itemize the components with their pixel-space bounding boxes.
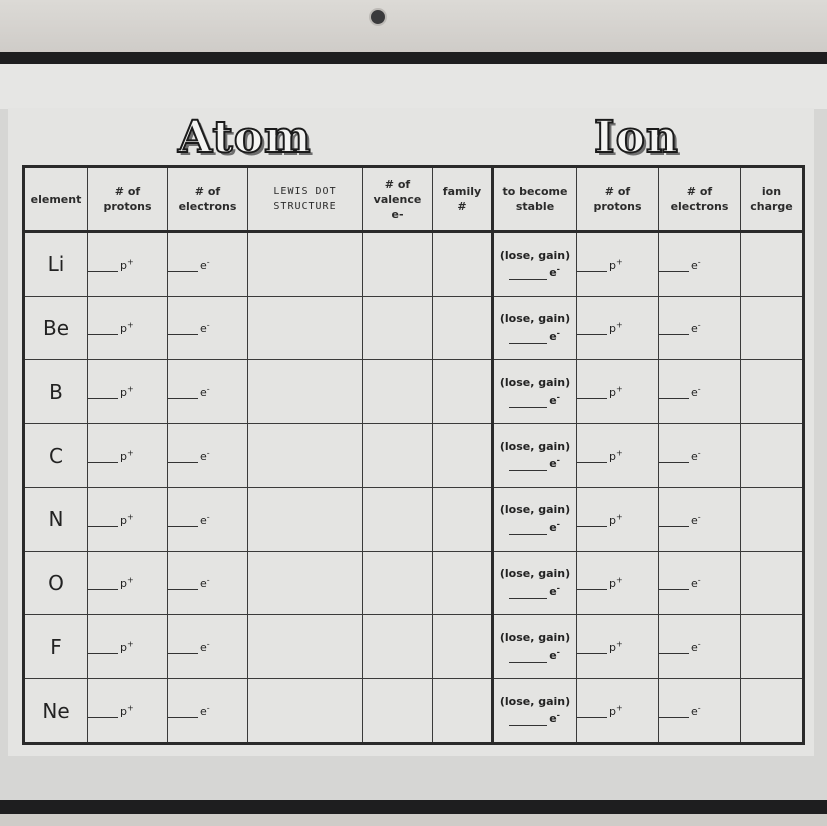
electrons-blank[interactable]: e- [168, 487, 248, 551]
ion-protons-blank[interactable]: p+ [577, 232, 659, 297]
col-lewis-dot: LEWIS DOT STRUCTURE [248, 167, 363, 232]
table-row [24, 360, 804, 424]
ion-heading: Ion [594, 112, 679, 163]
ion-protons-blank[interactable]: p+ [577, 296, 659, 360]
stable-cell[interactable]: (lose, gain) e- [493, 232, 577, 297]
lewis-dot-cell[interactable] [248, 615, 363, 679]
family-cell[interactable] [433, 487, 493, 551]
family-cell[interactable] [433, 615, 493, 679]
valence-cell[interactable] [363, 360, 433, 424]
table-row [24, 424, 804, 488]
family-cell[interactable] [433, 232, 493, 297]
col-family: family # [433, 167, 493, 232]
col-to-become-stable: to become stable [493, 167, 577, 232]
valence-cell[interactable] [363, 679, 433, 744]
table-row [24, 232, 804, 297]
ion-electrons-blank[interactable]: e- [659, 424, 741, 488]
col-protons: # of protons [88, 167, 168, 232]
stable-cell[interactable]: (lose, gain) e- [493, 679, 577, 744]
element-symbol: C [24, 424, 88, 488]
webcam-icon [371, 10, 385, 24]
lewis-dot-cell[interactable] [248, 551, 363, 615]
valence-cell[interactable] [363, 296, 433, 360]
electrons-blank[interactable]: e- [168, 296, 248, 360]
ion-electrons-blank[interactable]: e- [659, 679, 741, 744]
lewis-dot-cell[interactable] [248, 679, 363, 744]
table-row [24, 615, 804, 679]
header-row [24, 167, 804, 232]
element-symbol: Be [24, 296, 88, 360]
element-symbol: B [24, 360, 88, 424]
protons-blank[interactable]: p+ [88, 679, 168, 744]
col-electrons: # of electrons [168, 167, 248, 232]
worksheet-table [22, 165, 805, 745]
electrons-blank[interactable]: e- [168, 551, 248, 615]
stable-cell[interactable]: (lose, gain) e- [493, 615, 577, 679]
screen-header-strip [0, 64, 827, 109]
ion-protons-blank[interactable]: p+ [577, 487, 659, 551]
element-symbol: Li [24, 232, 88, 297]
electrons-blank[interactable]: e- [168, 360, 248, 424]
stable-cell[interactable]: (lose, gain) e- [493, 424, 577, 488]
family-cell[interactable] [433, 296, 493, 360]
ion-protons-blank[interactable]: p+ [577, 360, 659, 424]
element-symbol: N [24, 487, 88, 551]
electrons-blank[interactable]: e- [168, 615, 248, 679]
ion-protons-blank[interactable]: p+ [577, 679, 659, 744]
protons-blank[interactable]: p+ [88, 232, 168, 297]
lewis-dot-cell[interactable] [248, 424, 363, 488]
ion-charge-cell[interactable] [741, 424, 804, 488]
lewis-dot-cell[interactable] [248, 296, 363, 360]
lewis-dot-cell[interactable] [248, 487, 363, 551]
table-row [24, 679, 804, 744]
valence-cell[interactable] [363, 487, 433, 551]
monitor-bottom-bezel [0, 814, 827, 826]
stable-cell[interactable]: (lose, gain) e- [493, 551, 577, 615]
electrons-blank[interactable]: e- [168, 232, 248, 297]
ion-charge-cell[interactable] [741, 360, 804, 424]
family-cell[interactable] [433, 360, 493, 424]
valence-cell[interactable] [363, 232, 433, 297]
stable-cell[interactable]: (lose, gain) e- [493, 296, 577, 360]
stable-cell[interactable]: (lose, gain) e- [493, 487, 577, 551]
protons-blank[interactable]: p+ [88, 615, 168, 679]
monitor-top-bezel [0, 0, 827, 52]
atom-heading: Atom [178, 112, 312, 163]
electrons-blank[interactable]: e- [168, 424, 248, 488]
protons-blank[interactable]: p+ [88, 360, 168, 424]
family-cell[interactable] [433, 424, 493, 488]
table-row [24, 551, 804, 615]
col-ion-protons: # of protons [577, 167, 659, 232]
lewis-dot-cell[interactable] [248, 360, 363, 424]
col-element: element [24, 167, 88, 232]
col-ion-charge: ion charge [741, 167, 804, 232]
electrons-blank[interactable]: e- [168, 679, 248, 744]
ion-electrons-blank[interactable]: e- [659, 551, 741, 615]
ion-protons-blank[interactable]: p+ [577, 615, 659, 679]
ion-protons-blank[interactable]: p+ [577, 551, 659, 615]
stable-cell[interactable]: (lose, gain) e- [493, 360, 577, 424]
ion-electrons-blank[interactable]: e- [659, 360, 741, 424]
ion-electrons-blank[interactable]: e- [659, 487, 741, 551]
table-row [24, 487, 804, 551]
element-symbol: Ne [24, 679, 88, 744]
valence-cell[interactable] [363, 615, 433, 679]
table-row [24, 296, 804, 360]
family-cell[interactable] [433, 551, 493, 615]
ion-protons-blank[interactable]: p+ [577, 424, 659, 488]
ion-charge-cell[interactable] [741, 615, 804, 679]
ion-electrons-blank[interactable]: e- [659, 296, 741, 360]
protons-blank[interactable]: p+ [88, 551, 168, 615]
col-valence: # of valence e- [363, 167, 433, 232]
ion-charge-cell[interactable] [741, 487, 804, 551]
ion-charge-cell[interactable] [741, 232, 804, 297]
col-ion-electrons: # of electrons [659, 167, 741, 232]
ion-electrons-blank[interactable]: e- [659, 232, 741, 297]
protons-blank[interactable]: p+ [88, 296, 168, 360]
element-symbol: F [24, 615, 88, 679]
family-cell[interactable] [433, 679, 493, 744]
valence-cell[interactable] [363, 424, 433, 488]
lewis-dot-cell[interactable] [248, 232, 363, 297]
ion-charge-cell[interactable] [741, 679, 804, 744]
protons-blank[interactable]: p+ [88, 487, 168, 551]
ion-charge-cell[interactable] [741, 551, 804, 615]
ion-electrons-blank[interactable]: e- [659, 615, 741, 679]
protons-blank[interactable]: p+ [88, 424, 168, 488]
ion-charge-cell[interactable] [741, 296, 804, 360]
valence-cell[interactable] [363, 551, 433, 615]
element-symbol: O [24, 551, 88, 615]
